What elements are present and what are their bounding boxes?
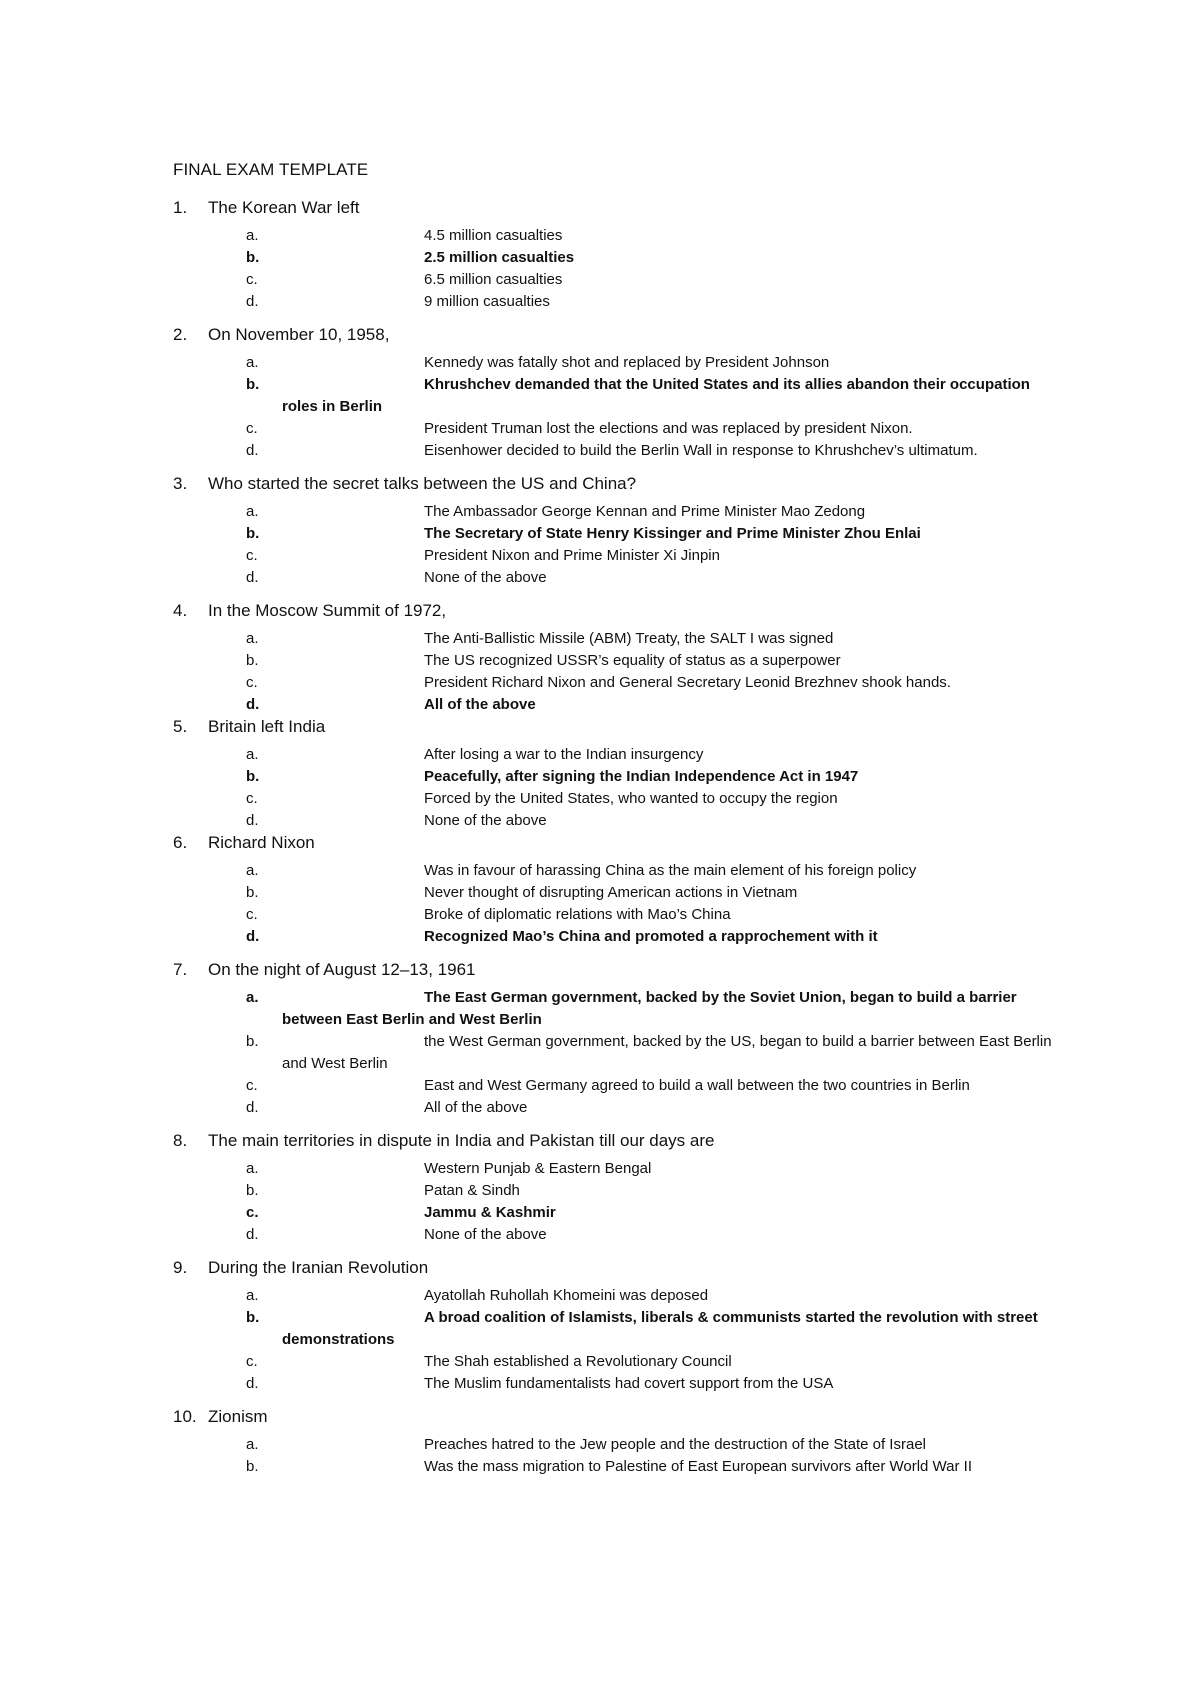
option-letter: d. bbox=[246, 812, 259, 829]
answer-option bbox=[0, 269, 1200, 291]
answer-option bbox=[0, 501, 1200, 523]
option-letter: a. bbox=[246, 1436, 259, 1453]
question-heading bbox=[0, 1130, 1200, 1158]
question-text: Who started the secret talks between the US and China? bbox=[208, 474, 637, 493]
answer-option bbox=[0, 418, 1200, 440]
option-text: Eisenhower decided to build the Berlin Wall in response to Khrushchev’s ultimatum. bbox=[424, 442, 978, 459]
option-text: After losing a war to the Indian insurgency bbox=[424, 746, 704, 763]
option-letter: d. bbox=[246, 442, 259, 459]
answer-option-correct bbox=[0, 247, 1200, 269]
question-number: 9. bbox=[173, 1258, 188, 1277]
option-text: Forced by the United States, who wanted to occupy the region bbox=[424, 790, 838, 807]
answer-option-correct bbox=[0, 987, 1200, 1031]
option-letter: a. bbox=[246, 1287, 259, 1304]
page-title: FINAL EXAM TEMPLATE bbox=[173, 160, 369, 179]
option-letter: a. bbox=[246, 354, 259, 371]
question-number: 5. bbox=[173, 717, 188, 736]
option-letter: d. bbox=[246, 293, 259, 310]
option-letter: d. bbox=[246, 569, 259, 586]
option-letter: c. bbox=[246, 1077, 258, 1094]
question-block bbox=[0, 600, 1200, 716]
option-letter: a. bbox=[246, 227, 259, 244]
option-letter: a. bbox=[246, 989, 259, 1006]
option-letter: b. bbox=[246, 884, 259, 901]
option-letter: d. bbox=[246, 1099, 259, 1116]
answer-option bbox=[0, 1224, 1200, 1246]
option-letter: c. bbox=[246, 790, 258, 807]
option-letter: d. bbox=[246, 928, 260, 945]
option-letter: d. bbox=[246, 696, 260, 713]
question-heading bbox=[0, 600, 1200, 628]
option-letter: a. bbox=[246, 1160, 259, 1177]
option-text: Kennedy was fatally shot and replaced by President Johnson bbox=[424, 354, 830, 371]
answer-option-correct bbox=[0, 694, 1200, 716]
question-heading bbox=[0, 832, 1200, 860]
option-text: None of the above bbox=[424, 1226, 547, 1243]
option-letter: b. bbox=[246, 376, 260, 393]
answer-option-correct bbox=[0, 1202, 1200, 1224]
question-heading bbox=[0, 197, 1200, 225]
option-text: 4.5 million casualties bbox=[424, 227, 563, 244]
option-text: Was in favour of harassing China as the main element of his foreign policy bbox=[424, 862, 917, 879]
option-text: 6.5 million casualties bbox=[424, 271, 563, 288]
question-heading bbox=[0, 324, 1200, 352]
option-letter: c. bbox=[246, 1204, 259, 1221]
option-text: None of the above bbox=[424, 569, 547, 586]
question-text: During the Iranian Revolution bbox=[208, 1258, 429, 1277]
answer-option bbox=[0, 810, 1200, 832]
answer-option bbox=[0, 1285, 1200, 1307]
answer-option bbox=[0, 1351, 1200, 1373]
answer-option bbox=[0, 882, 1200, 904]
option-text: The Ambassador George Kennan and Prime Minister Mao Zedong bbox=[424, 503, 866, 520]
option-text: The Shah established a Revolutionary Council bbox=[424, 1353, 732, 1370]
option-text: The Secretary of State Henry Kissinger and Prime Minister Zhou Enlai bbox=[424, 525, 921, 542]
question-number: 3. bbox=[173, 474, 188, 493]
option-letter: a. bbox=[246, 503, 259, 520]
question-block bbox=[0, 716, 1200, 832]
option-text: The US recognized USSR’s equality of status as a superpower bbox=[424, 652, 841, 669]
option-letter: b. bbox=[246, 652, 259, 669]
option-text: The East German government, backed by the Soviet Union, began to build a barrier between East Berlin and West Berlin bbox=[282, 989, 1017, 1028]
question-number: 4. bbox=[173, 601, 188, 620]
question-number: 7. bbox=[173, 960, 188, 979]
option-letter: c. bbox=[246, 271, 258, 288]
question-heading bbox=[0, 473, 1200, 501]
answer-option bbox=[0, 352, 1200, 374]
question-block bbox=[0, 1406, 1200, 1478]
answer-option bbox=[0, 628, 1200, 650]
option-text: Patan & Sindh bbox=[424, 1182, 520, 1199]
answer-option bbox=[0, 650, 1200, 672]
option-letter: a. bbox=[246, 630, 259, 647]
question-block bbox=[0, 324, 1200, 462]
question-text: The main territories in dispute in India and Pakistan till our days are bbox=[208, 1131, 715, 1150]
answer-option-correct bbox=[0, 766, 1200, 788]
answer-option-correct bbox=[0, 926, 1200, 948]
answer-option bbox=[0, 1031, 1200, 1075]
question-block bbox=[0, 1130, 1200, 1246]
option-text: 9 million casualties bbox=[424, 293, 550, 310]
question-block bbox=[0, 959, 1200, 1119]
answer-option-correct bbox=[0, 1307, 1200, 1351]
option-letter: b. bbox=[246, 1033, 259, 1050]
option-letter: c. bbox=[246, 906, 258, 923]
option-text: President Richard Nixon and General Secretary Leonid Brezhnev shook hands. bbox=[424, 674, 951, 691]
option-text: All of the above bbox=[424, 696, 536, 713]
option-text: A broad coalition of Islamists, liberals & communists started the revolution with street demonstrations bbox=[282, 1309, 1038, 1348]
answer-option bbox=[0, 1075, 1200, 1097]
option-letter: c. bbox=[246, 674, 258, 691]
option-letter: b. bbox=[246, 768, 260, 785]
option-text: Never thought of disrupting American actions in Vietnam bbox=[424, 884, 798, 901]
question-text: The Korean War left bbox=[208, 198, 360, 217]
option-text: President Truman lost the elections and was replaced by president Nixon. bbox=[424, 420, 913, 437]
answer-option bbox=[0, 440, 1200, 462]
answer-option-correct bbox=[0, 374, 1200, 418]
option-text: East and West Germany agreed to build a wall between the two countries in Berlin bbox=[424, 1077, 970, 1094]
option-text: Was the mass migration to Palestine of East European survivors after World War II bbox=[424, 1458, 972, 1475]
option-text: The Muslim fundamentalists had covert support from the USA bbox=[424, 1375, 834, 1392]
answer-option bbox=[0, 788, 1200, 810]
question-text: On the night of August 12–13, 1961 bbox=[208, 960, 476, 979]
answer-option-correct bbox=[0, 523, 1200, 545]
question-text: Richard Nixon bbox=[208, 833, 315, 852]
question-heading bbox=[0, 1257, 1200, 1285]
option-text: 2.5 million casualties bbox=[424, 249, 575, 266]
answer-option bbox=[0, 904, 1200, 926]
option-text: Jammu & Kashmir bbox=[424, 1204, 556, 1221]
option-letter: d. bbox=[246, 1226, 259, 1243]
option-letter: b. bbox=[246, 1182, 259, 1199]
option-letter: c. bbox=[246, 1353, 258, 1370]
question-heading bbox=[0, 959, 1200, 987]
option-letter: d. bbox=[246, 1375, 259, 1392]
option-letter: a. bbox=[246, 746, 259, 763]
question-block bbox=[0, 1257, 1200, 1395]
question-block bbox=[0, 197, 1200, 313]
option-letter: a. bbox=[246, 862, 259, 879]
answer-option bbox=[0, 672, 1200, 694]
option-letter: c. bbox=[246, 420, 258, 437]
option-letter: b. bbox=[246, 525, 260, 542]
answer-option bbox=[0, 744, 1200, 766]
question-block bbox=[0, 832, 1200, 948]
answer-option bbox=[0, 1097, 1200, 1119]
answer-option bbox=[0, 567, 1200, 589]
question-text: In the Moscow Summit of 1972, bbox=[208, 601, 447, 620]
answer-option bbox=[0, 545, 1200, 567]
answer-option bbox=[0, 1373, 1200, 1395]
option-text: All of the above bbox=[424, 1099, 528, 1116]
option-letter: b. bbox=[246, 1458, 259, 1475]
option-text: The Anti-Ballistic Missile (ABM) Treaty, the SALT I was signed bbox=[424, 630, 834, 647]
option-text: None of the above bbox=[424, 812, 547, 829]
answer-option bbox=[0, 291, 1200, 313]
option-text: Peacefully, after signing the Indian Independence Act in 1947 bbox=[424, 768, 859, 785]
answer-option bbox=[0, 225, 1200, 247]
question-text: Zionism bbox=[208, 1407, 268, 1426]
question-number: 6. bbox=[173, 833, 188, 852]
answer-option bbox=[0, 1158, 1200, 1180]
question-number: 8. bbox=[173, 1131, 188, 1150]
option-text: Ayatollah Ruhollah Khomeini was deposed bbox=[424, 1287, 709, 1304]
option-text: Broke of diplomatic relations with Mao’s China bbox=[424, 906, 731, 923]
option-text: President Nixon and Prime Minister Xi Jinpin bbox=[424, 547, 720, 564]
question-block bbox=[0, 473, 1200, 589]
option-letter: b. bbox=[246, 249, 260, 266]
option-letter: c. bbox=[246, 547, 258, 564]
question-number: 2. bbox=[173, 325, 188, 344]
question-number: 10. bbox=[173, 1407, 197, 1426]
answer-option bbox=[0, 860, 1200, 882]
question-heading bbox=[0, 716, 1200, 744]
question-list bbox=[0, 197, 1200, 1478]
option-text: the West German government, backed by the US, began to build a barrier between East Berlin and West Berlin bbox=[282, 1033, 1052, 1072]
question-number: 1. bbox=[173, 198, 188, 217]
answer-option bbox=[0, 1456, 1200, 1478]
option-text: Western Punjab & Eastern Bengal bbox=[424, 1160, 652, 1177]
option-text: Khrushchev demanded that the United States and its allies abandon their occupation roles in Berlin bbox=[282, 376, 1030, 415]
question-heading bbox=[0, 1406, 1200, 1434]
answer-option bbox=[0, 1180, 1200, 1202]
question-text: Britain left India bbox=[208, 717, 326, 736]
option-letter: b. bbox=[246, 1309, 260, 1326]
option-text: Preaches hatred to the Jew people and the destruction of the State of Israel bbox=[424, 1436, 926, 1453]
question-text: On November 10, 1958, bbox=[208, 325, 390, 344]
option-text: Recognized Mao’s China and promoted a rapprochement with it bbox=[424, 928, 878, 945]
answer-option bbox=[0, 1434, 1200, 1456]
